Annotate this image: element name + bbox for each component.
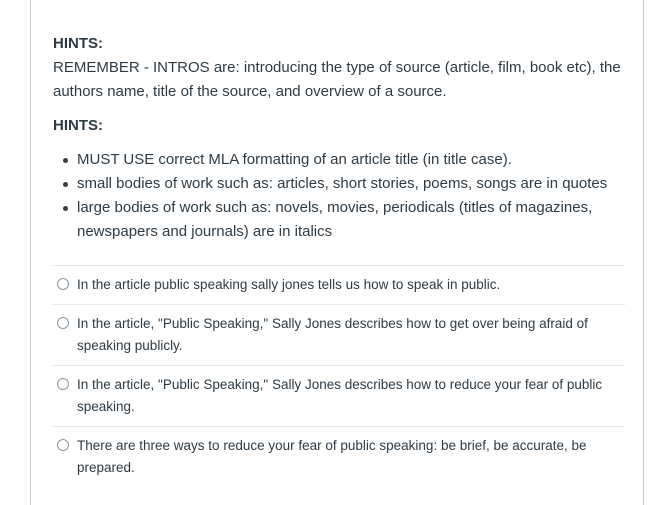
- hint-item-text: large bodies of work such as: novels, movies, periodicals (titles of magazines, newspapers and journals) are in italics: [77, 199, 593, 240]
- answer-option-3[interactable]: [53, 366, 625, 427]
- question-content: [53, 34, 625, 487]
- answer-option-4[interactable]: [53, 427, 625, 487]
- radio-button-icon[interactable]: [57, 278, 69, 290]
- hints-list: [53, 148, 625, 244]
- hint-item-text: MUST USE correct MLA formatting of an article title (in title case).: [77, 151, 512, 168]
- hint-item-text: small bodies of work such as: articles, short stories, poems, songs are in quotes: [77, 175, 608, 192]
- answer-label: There are three ways to reduce your fear of public speaking: be brief, be accurate, be prepared.: [77, 438, 587, 475]
- hint-item: [77, 196, 625, 244]
- answer-option-1[interactable]: [53, 266, 625, 305]
- answer-label: In the article, "Public Speaking," Sally Jones describes how to reduce your fear of public speaking.: [77, 377, 603, 414]
- hints-heading-2: HINTS:: [53, 117, 103, 134]
- answer-options: [53, 265, 625, 487]
- bullet-icon: [63, 158, 68, 163]
- radio-button-icon[interactable]: [57, 439, 69, 451]
- hint-item: [77, 148, 625, 172]
- hints-heading-1: HINTS:: [53, 35, 103, 52]
- intro-reminder-text: REMEMBER - INTROS are: introducing the type of source (article, film, book etc), the authors name, title of the source, and overview of a source.: [53, 59, 621, 100]
- answer-label: In the article, "Public Speaking," Sally Jones describes how to get over being afraid of speaking publicly.: [77, 316, 588, 353]
- radio-button-icon[interactable]: [57, 378, 69, 390]
- question-panel: [30, 0, 644, 505]
- bullet-icon: [63, 182, 68, 187]
- answer-option-2[interactable]: [53, 305, 625, 366]
- bullet-icon: [63, 206, 68, 211]
- hint-item: [77, 172, 625, 196]
- radio-button-icon[interactable]: [57, 317, 69, 329]
- answer-label: In the article public speaking sally jones tells us how to speak in public.: [77, 277, 501, 292]
